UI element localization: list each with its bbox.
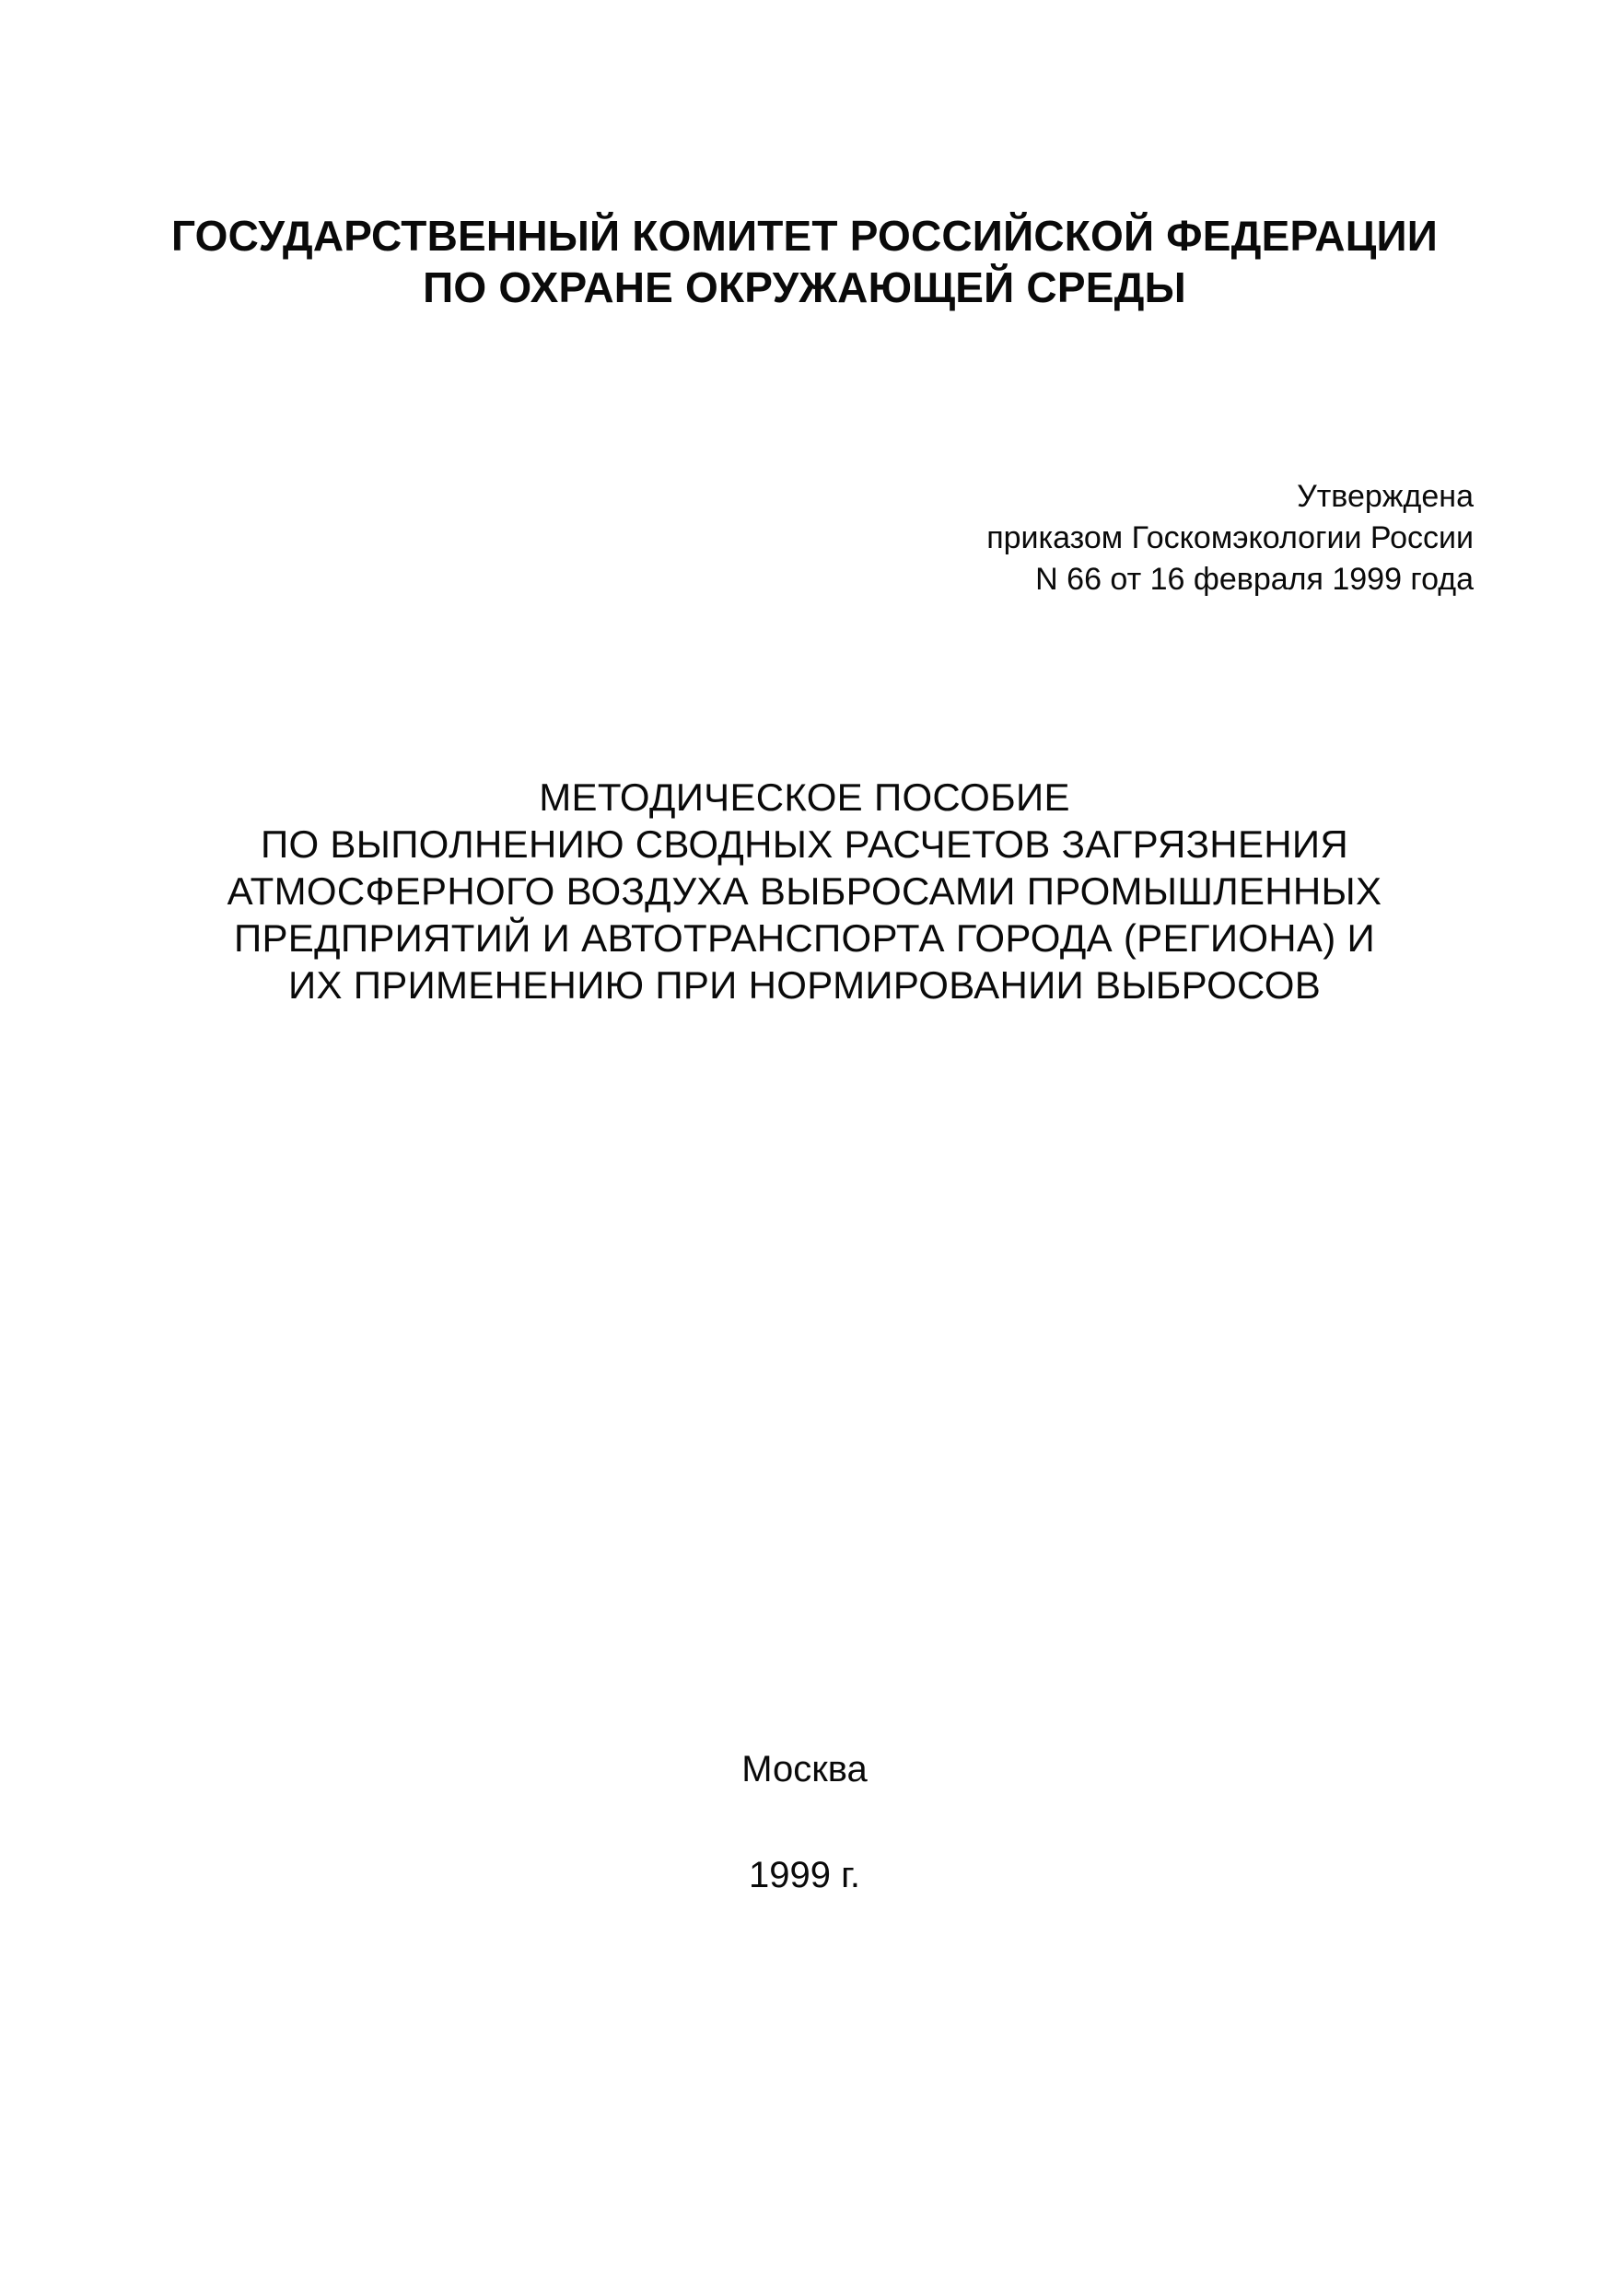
title-line-5: ИХ ПРИМЕНЕНИЮ ПРИ НОРМИРОВАНИИ ВЫБРОСОВ [287, 963, 1322, 1007]
approval-block [986, 476, 1474, 600]
publication-city: Москва [741, 1749, 868, 1789]
title-line-3: АТМОСФЕРНОГО ВОЗДУХА ВЫБРОСАМИ ПРОМЫШЛЕННЫХ [227, 869, 1382, 913]
title-line-2: ПО ВЫПОЛНЕНИЮ СВОДНЫХ РАСЧЕТОВ ЗАГРЯЗНЕНИЯ [260, 822, 1349, 866]
title-line-4: ПРЕДПРИЯТИЙ И АВТОТРАНСПОРТА ГОРОДА (РЕГИОНА) И [234, 916, 1375, 960]
publication-year: 1999 г. [749, 1855, 860, 1895]
organization-name-line-2: ПО ОХРАНЕ ОКРУЖАЮЩЕЙ СРЕДЫ [423, 263, 1186, 311]
document-title [0, 774, 1609, 1008]
title-line-1: МЕТОДИЧЕСКОЕ ПОСОБИЕ [539, 775, 1070, 819]
approval-line-3: N 66 от 16 февраля 1999 года [1035, 562, 1474, 597]
approval-line-2: приказом Госкомэкологии России [986, 520, 1474, 555]
organization-header [0, 210, 1609, 313]
approval-line-1: Утверждена [1297, 479, 1474, 514]
organization-name-line-1: ГОСУДАРСТВЕННЫЙ КОМИТЕТ РОССИЙСКОЙ ФЕДЕРАЦИИ [170, 212, 1439, 260]
